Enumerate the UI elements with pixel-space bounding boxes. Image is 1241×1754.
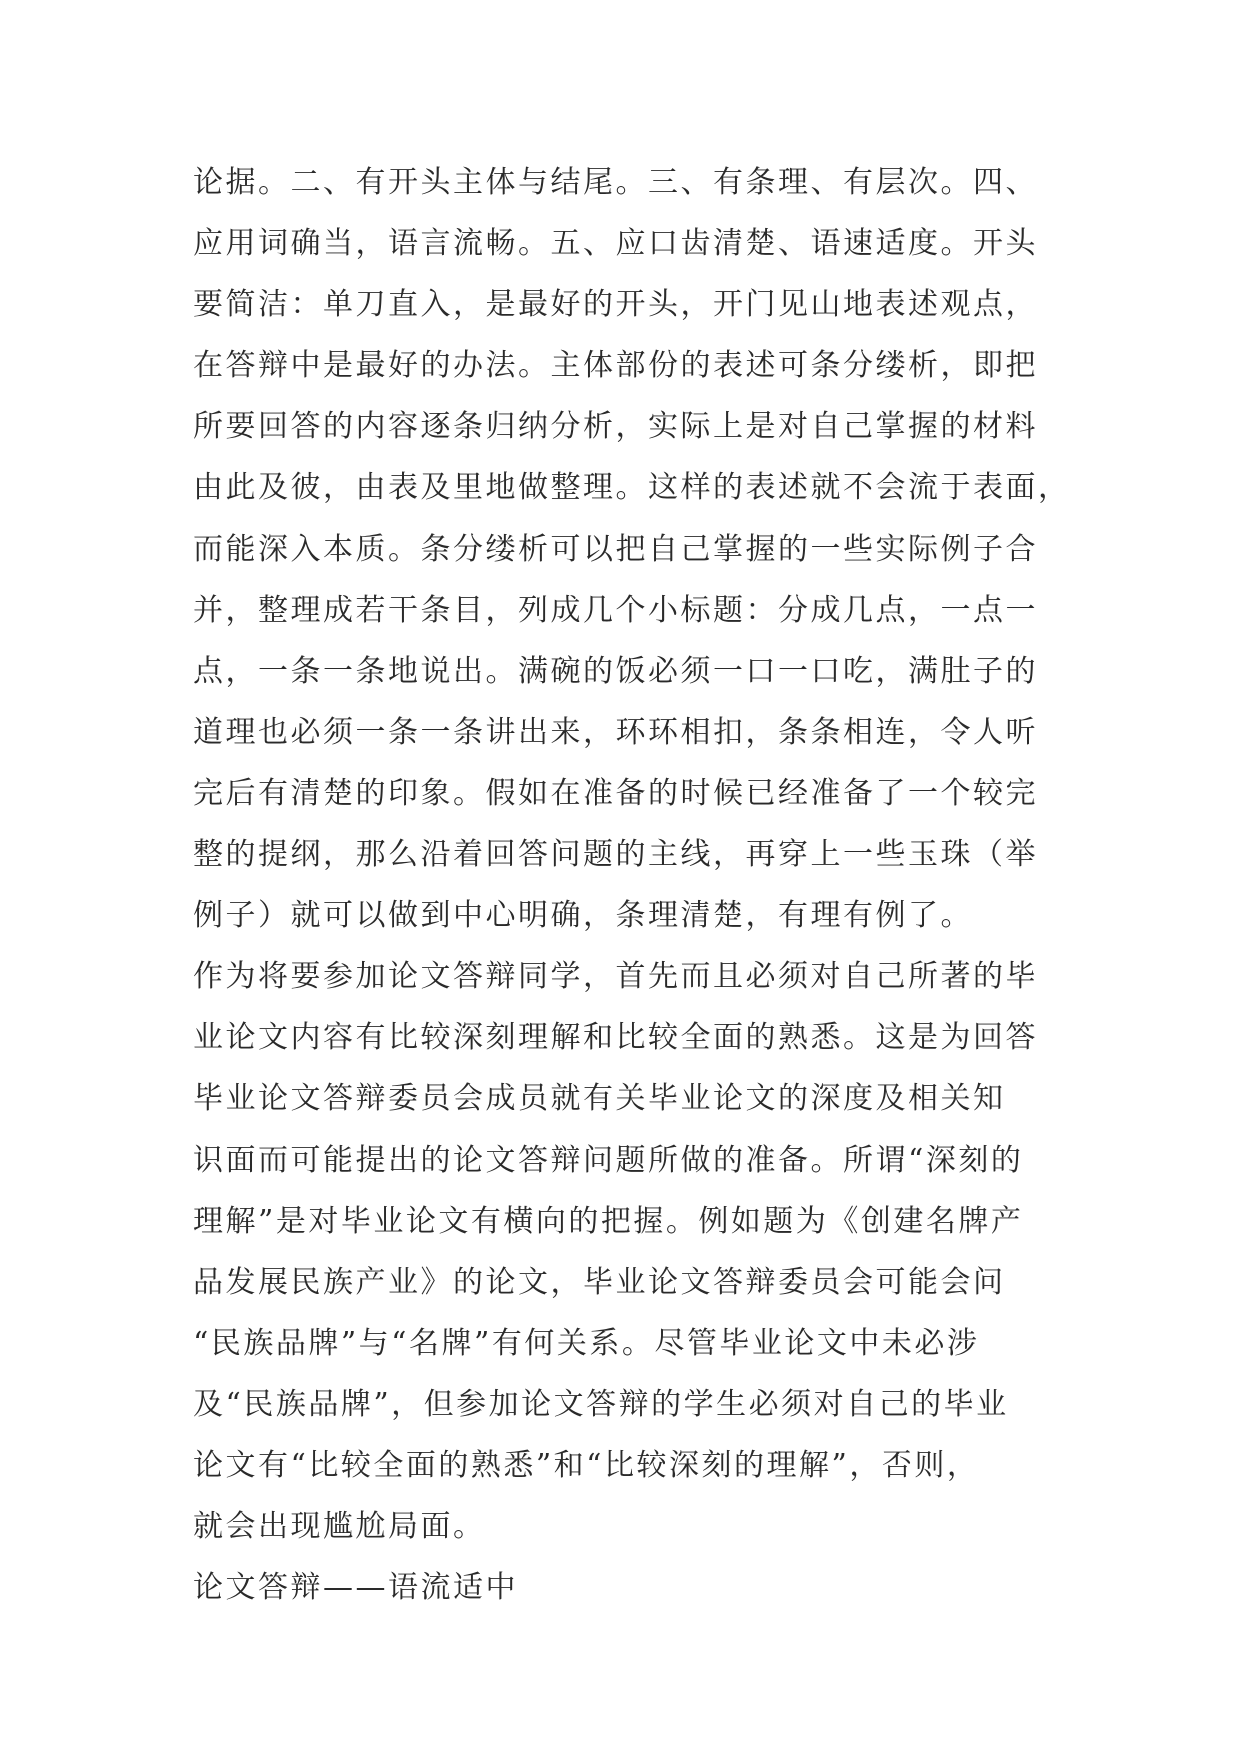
text-line: “民族品牌”与“名牌”有何关系。尽管毕业论文中未必涉 [193, 1325, 980, 1361]
text-line: 论据。二、有开头主体与结尾。三、有条理、有层次。四、 [193, 165, 1038, 200]
text-line: 应用词确当，语言流畅。五、应口齿清楚、语速适度。开头 [193, 226, 1038, 262]
body-text [193, 152, 1093, 1618]
text-line: 毕业论文答辩委员会成员就有关毕业论文的深度及相关知 [193, 1081, 1006, 1117]
text-line: 及“民族品牌”，但参加论文答辩的学生必须对自己的毕业 [193, 1386, 1009, 1422]
text-line: 点，一条一条地说出。满碗的饭必须一口一口吃，满肚子的 [193, 653, 1038, 689]
text-line: 品发展民族产业》的论文，毕业论文答辩委员会可能会问 [193, 1264, 1006, 1300]
text-line: 由此及彼，由表及里地做整理。这样的表述就不会流于表面， [193, 470, 1071, 506]
section-heading: 论文答辩——语流适中 [193, 1570, 518, 1606]
text-line: 所要回答的内容逐条归纳分析，实际上是对自己掌握的材料 [193, 409, 1038, 445]
text-line: 例子）就可以做到中心明确，条理清楚，有理有例了。 [193, 898, 973, 934]
text-line: 而能深入本质。条分缕析可以把自己掌握的一些实际例子合 [193, 531, 1038, 567]
text-line: 整的提纲，那么沿着回答问题的主线，再穿上一些玉珠（举 [193, 837, 1038, 873]
text-line: 并，整理成若干条目，列成几个小标题：分成几点，一点一 [193, 592, 1038, 628]
text-line: 业论文内容有比较深刻理解和比较全面的熟悉。这是为回答 [193, 1020, 1038, 1056]
text-line: 识面而可能提出的论文答辩问题所做的准备。所谓“深刻的 [193, 1142, 1024, 1178]
text-line: 理解”是对毕业论文有横向的把握。例如题为《创建名牌产 [193, 1203, 1024, 1239]
text-line: 就会出现尴尬局面。 [193, 1509, 486, 1545]
text-line: 完后有清楚的印象。假如在准备的时候已经准备了一个较完 [193, 775, 1038, 811]
text-line: 论文有“比较全面的熟悉”和“比较深刻的理解”，否则， [193, 1447, 980, 1483]
text-line: 作为将要参加论文答辩同学，首先而且必须对自己所著的毕 [193, 959, 1038, 995]
text-line: 在答辩中是最好的办法。主体部份的表述可条分缕析，即把 [193, 348, 1038, 384]
text-line: 道理也必须一条一条讲出来，环环相扣，条条相连，令人听 [193, 714, 1038, 750]
text-line: 要简洁：单刀直入，是最好的开头，开门见山地表述观点， [193, 287, 1038, 323]
